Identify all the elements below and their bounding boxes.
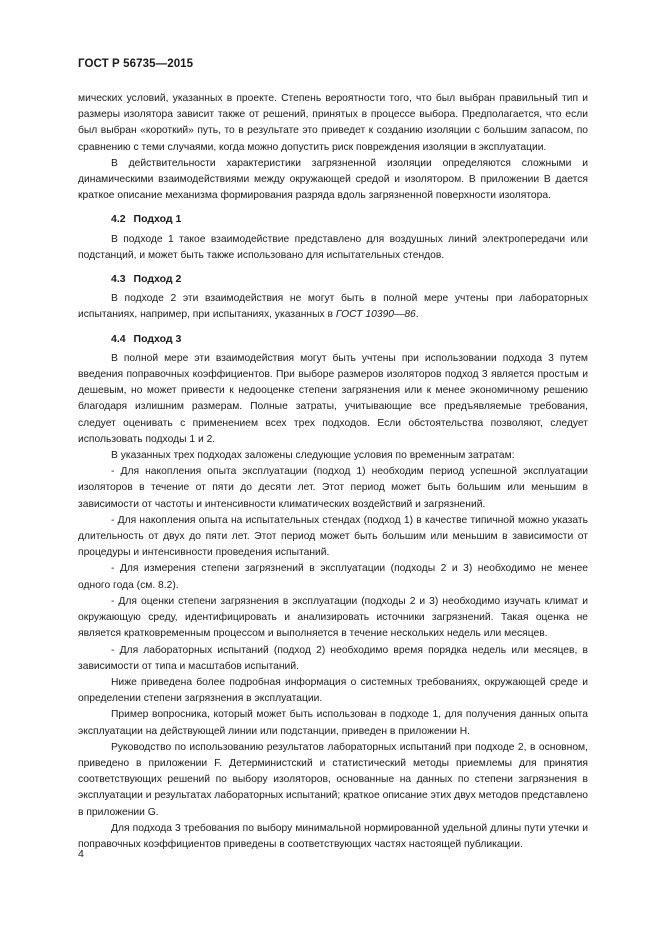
section-number: 4.4	[111, 332, 126, 345]
list-item: - Для лабораторных испытаний (подход 2) необходимо время порядка недель или месяцев, в зависимости от типа и масштабов испытаний.	[78, 644, 588, 672]
list-item: - Для накопления опыта на испытательных стендах (подход 1) в качестве типичной можно указать длительность от двух до пяти лет. Этот период может быть большим или меньшим в зависимости от процедуры и интенсивности проведения испытаний.	[78, 514, 588, 559]
section-number: 4.3	[111, 273, 126, 286]
section-4-4-paragraph-1: В полной мере эти взаимодействия могут быть учтены при использовании подхода 3 путем введения поправочных коэффициентов. При выборе размеров изоляторов подход 3 является простым и дешевым, но может привести к недооценке степени загрязнения или к менее экономичному решению благодаря излишним размерам. Полные затраты, учитывающие все предъявляемые требования, следует оценивать с применением всех трех подходов. Если обстоятельства позволяют, следует использовать подходы 1 и 2.	[78, 352, 588, 445]
section-title: Подход 3	[133, 332, 182, 345]
section-4-4-heading	[78, 331, 588, 347]
paragraph-text: В подходе 2 эти взаимодействия не могут быть в полной мере учтены при лабораторных испытаниях, например, при испытаниях, указанных в	[78, 293, 588, 321]
section-4-4-paragraph-6: Для подхода 3 требования по выбору минимальной нормированной удельной длины пути утечки и поправочных коэффициентов приведены в соответствующих частях настоящей публикации.	[78, 822, 588, 850]
standard-reference: ГОСТ 10390—86	[335, 309, 416, 321]
list-item: - Для накопления опыта эксплуатации (подход 1) необходим период успешной эксплуатации изоляторов в течение от пяти до десяти лет. Этот период может быть большим или меньшим в зависимости от частоты и интенсивности климатических воздействий и загрязнений.	[78, 466, 588, 510]
page-number: 4	[78, 848, 84, 860]
list-item: - Для оценки степени загрязнения в эксплуатации (подходы 2 и 3) необходимо изучать климат и окружающую среду, идентифицировать и анализировать источники загрязнений. Такая оценка не является кратковременным процессом и выполняется в течение нескольких недель или месяцев.	[78, 595, 588, 640]
section-4-2-paragraph: В подходе 1 такое взаимодействие представлено для воздушных линий электропередачи или подстанций, и может быть также использовано для испытательных стендов.	[78, 233, 588, 261]
page-body	[78, 91, 588, 853]
intro-paragraph-2: В действительности характеристики загрязненной изоляции определяются сложными и динамическими взаимодействиями между окружающей средой и изолятором. В приложении В дается краткое описание механизма формирования разряда вдоль загрязненной поверхности изолятора.	[78, 157, 588, 202]
section-4-3-paragraph	[78, 291, 588, 323]
document-header: ГОСТ Р 56735—2015	[78, 58, 194, 70]
section-4-2-heading	[78, 211, 588, 227]
section-4-4-paragraph-2: В указанных трех подходах заложены следующие условия по временным затратам:	[111, 450, 515, 462]
section-title: Подход 1	[133, 213, 182, 226]
section-4-4-paragraph-3: Ниже приведена более подробная информация о системных требованиях, окружающей среде и определении степени загрязнения в эксплуатации.	[78, 676, 588, 705]
list-item: - Для измерения степени загрязнений в эксплуатации (подходы 2 и 3) необходимо не менее одного года (см. 8.2).	[78, 563, 588, 591]
section-4-4-paragraph-5: Руководство по использованию результатов лабораторных испытаний при подходе 2, в основном, приведено в приложении F. Детерминистский и статистический методы приемлемы для принятия соответствующих решений по выбору изоляторов, основанные на данных по степени загрязнения в эксплуатации и результатах лабораторных испытаний; краткое описание этих двух методов представлено в приложении G.	[78, 741, 588, 818]
section-title: Подход 2	[133, 273, 182, 286]
section-4-4-paragraph-4: Пример вопросника, который может быть использован в подходе 1, для получения данных опыта эксплуатации на действующей линии или подстанции, приведен в приложении Н.	[78, 709, 588, 737]
intro-paragraph-1: мических условий, указанных в проекте. Степень вероятности того, что был выбран правильный тип и размеры изолятора зависит также от решений, принятых в процессе выбора. Предполагается, что если был выбран «короткий» путь, то в результате это приведет к созданию изоляции с большим запасом, по сравнению с теми случаями, когда можно допустить риск повреждения изоляции в эксплуатации.	[78, 93, 588, 153]
section-4-3-heading	[78, 271, 588, 287]
paragraph-end: .	[415, 309, 419, 321]
section-number: 4.2	[111, 213, 126, 226]
